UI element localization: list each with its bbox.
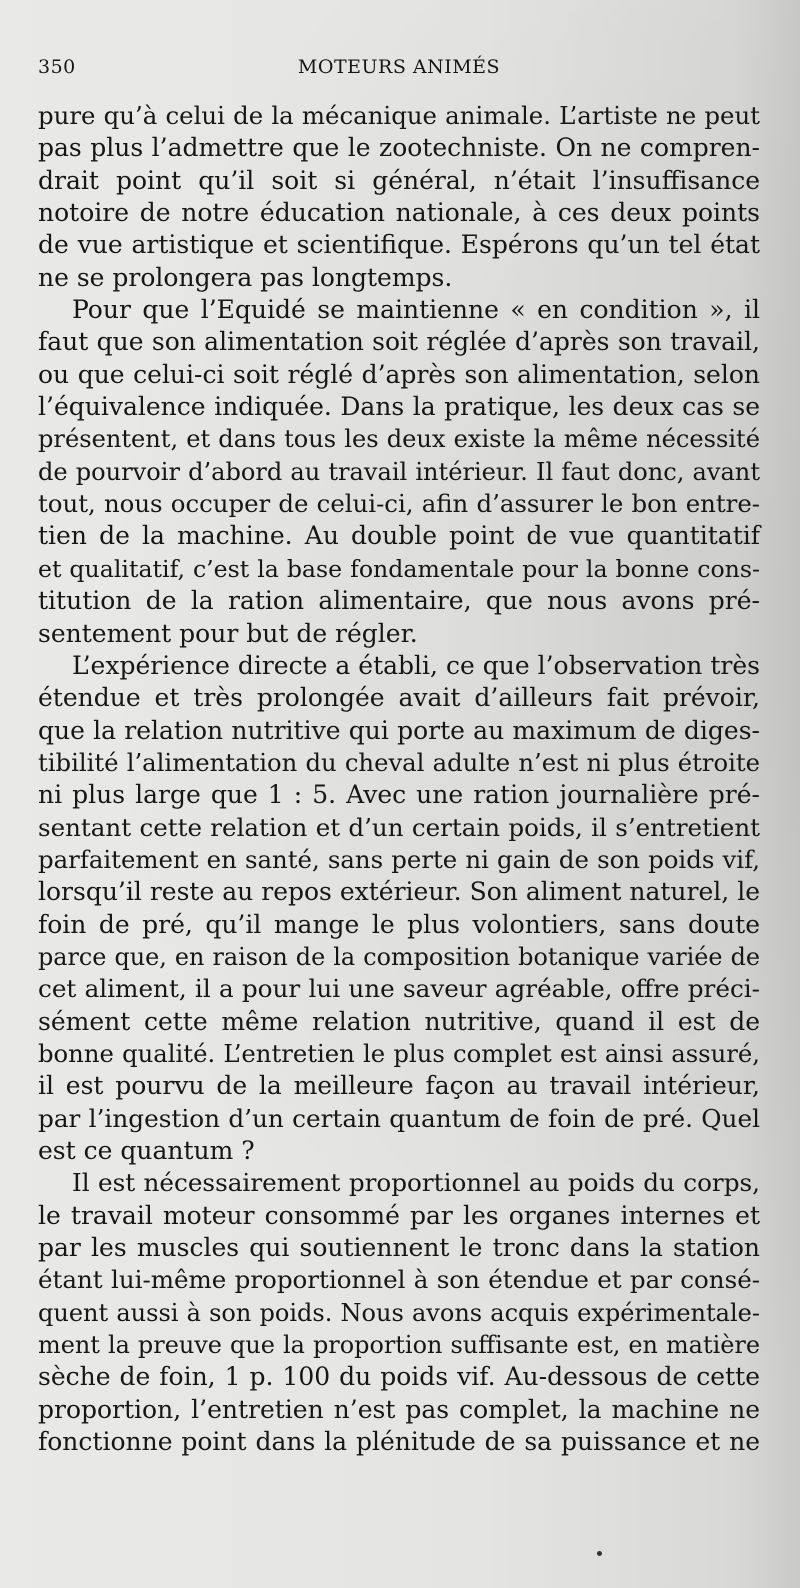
text-line: ni plus large que 1 : 5. Avec une ration journalière pré-	[38, 780, 760, 810]
text-line: de vue artistique et scientifique. Espérons qu’un tel état	[38, 230, 760, 260]
text-line: sèche de foin, 1 p. 100 du poids vif. Au-dessous de cette	[38, 1362, 760, 1392]
page-number: 350	[38, 56, 76, 78]
text-line: L’expérience directe a établi, ce que l’observation très	[72, 650, 760, 680]
text-line: cet aliment, il a pour lui une saveur agréable, offre préci-	[38, 974, 760, 1004]
running-title: MOTEURS ANIMÉS	[297, 56, 501, 78]
text-line: sentement pour but de régler.	[38, 618, 418, 648]
text-line: quent aussi à son poids. Nous avons acquis expérimentale-	[38, 1298, 760, 1327]
text-line: étant lui-même proportionnel à son étendue et par consé-	[38, 1265, 760, 1295]
ink-speck	[597, 1551, 602, 1556]
text-line: parfaitement en santé, sans perte ni gain de son poids vif,	[38, 844, 760, 874]
text-line: présentent, et dans tous les deux existe la même nécessité	[38, 425, 760, 454]
text-line: foin de pré, qu’il mange le plus volontiers, sans doute	[38, 909, 760, 939]
text-line: bonne qualité. L’entretien le plus complet est ainsi assuré,	[38, 1038, 760, 1068]
text-line: lorsqu’il reste au repos extérieur. Son aliment naturel, le	[38, 877, 760, 907]
body-text	[38, 100, 760, 1570]
text-line: ou que celui-ci soit réglé d’après son alimentation, selon	[38, 359, 760, 389]
text-line: est ce quantum ?	[38, 1136, 255, 1165]
text-line: et qualitatif, c’est la base fondamentale pour la bonne cons-	[38, 554, 760, 583]
text-line: tien de la machine. Au double point de vue quantitatif	[38, 521, 760, 551]
text-line: proportion, l’entretien n’est pas complet, la machine ne	[38, 1394, 760, 1424]
text-line: pure qu’à celui de la mécanique animale. L’artiste ne peut	[38, 101, 760, 130]
text-line: pas plus l’admettre que le zootechniste. On ne compren-	[38, 133, 760, 163]
text-line: que la relation nutritive qui porte au maximum de diges-	[38, 715, 760, 745]
text-line: sément cette même relation nutritive, quand il est de	[38, 1006, 760, 1036]
text-line: l’équivalence indiquée. Dans la pratique, les deux cas se	[38, 392, 760, 422]
text-line: fonctionne point dans la plénitude de sa puissance et ne	[38, 1427, 760, 1457]
text-line: le travail moteur consommé par les organes internes et	[38, 1200, 760, 1230]
text-line: ne se prolongera pas longtemps.	[38, 262, 453, 292]
text-line: Pour que l’Equidé se maintienne « en condition », il	[72, 295, 760, 325]
text-line: par les muscles qui soutiennent le tronc dans la station	[38, 1233, 760, 1263]
text-line: il est pourvu de la meilleure façon au travail intérieur,	[38, 1071, 760, 1101]
text-line: parce que, en raison de la composition botanique variée de	[38, 942, 760, 971]
text-line: drait point qu’il soit si général, n’était l’insuffisance	[38, 165, 760, 195]
text-line: titution de la ration alimentaire, que nous avons pré-	[38, 586, 760, 616]
text-line: Il est nécessairement proportionnel au poids du corps,	[72, 1168, 760, 1198]
text-line: tout, nous occuper de celui-ci, afin d’assurer le bon entre-	[38, 489, 760, 519]
text-line: ment la preuve que la proportion suffisante est, en matière	[38, 1331, 760, 1360]
text-line: étendue et très prolongée avait d’ailleurs fait prévoir,	[38, 683, 760, 713]
text-line: sentant cette relation et d’un certain poids, il s’entretient	[38, 812, 760, 842]
text-line: par l’ingestion d’un certain quantum de foin de pré. Quel	[38, 1103, 760, 1133]
text-line: tibilité l’alimentation du cheval adulte n’est ni plus étroite	[38, 747, 760, 777]
text-line: de pourvoir d’abord au travail intérieur. Il faut donc, avant	[38, 457, 760, 486]
text-line: faut que son alimentation soit réglée d’après son travail,	[38, 327, 760, 357]
text-line: notoire de notre éducation nationale, à ces deux points	[38, 198, 760, 228]
page-header	[38, 56, 760, 86]
